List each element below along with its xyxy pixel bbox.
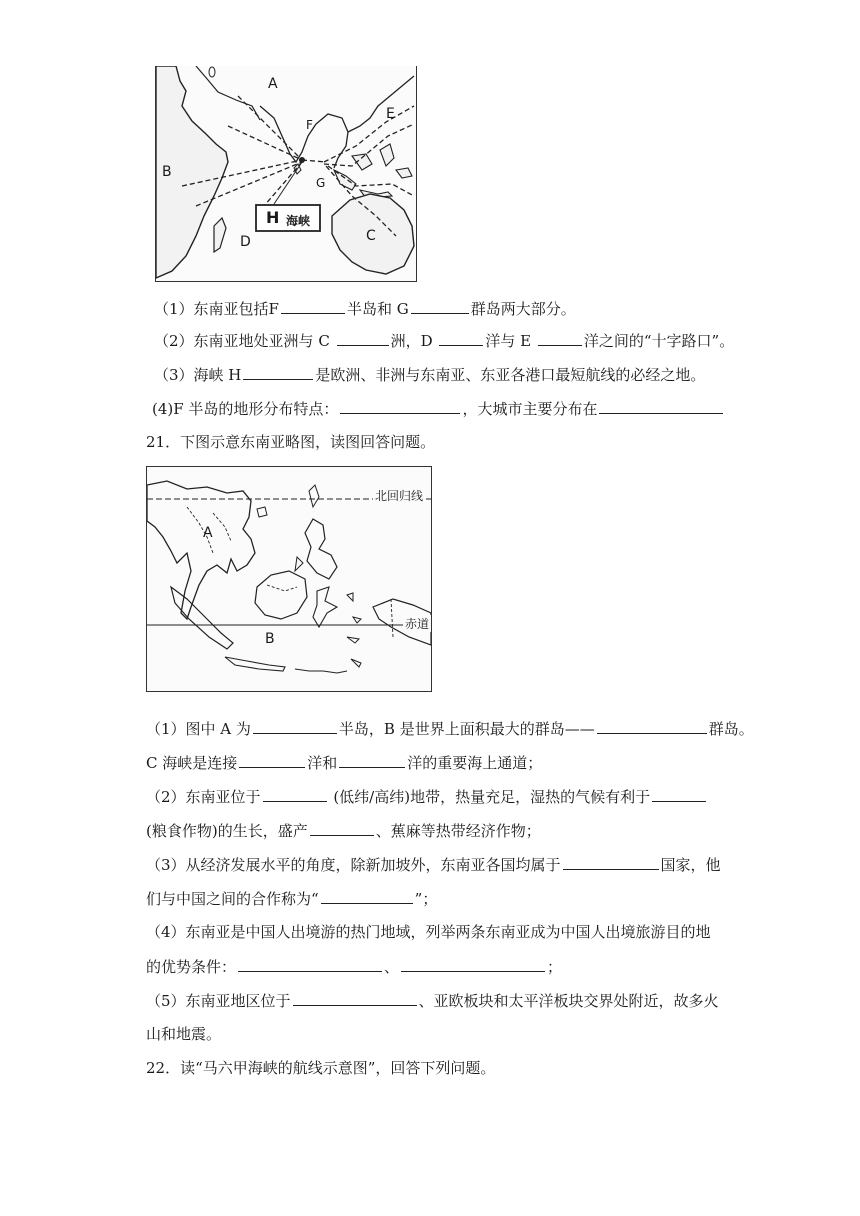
map1-label-h: H <box>266 208 280 227</box>
answer-blank[interactable] <box>293 990 417 1006</box>
q21-item-1a: （1）图中 A 为 半岛，B 是世界上面积最大的群岛—— 群岛。 <box>146 720 754 738</box>
map-shipping-routes <box>155 66 417 282</box>
map1-label-g: G <box>316 176 326 190</box>
q21-item-2a: （2）东南亚位于 (低纬/高纬)地带，热量充足，湿热的气候有利于 <box>146 786 708 807</box>
answer-blank[interactable] <box>439 330 483 346</box>
answer-blank[interactable] <box>239 752 305 768</box>
answer-blank[interactable] <box>253 718 337 734</box>
q21-item-3b: 们与中国之间的合作称为“ ”； <box>146 890 438 908</box>
q21-title: 21．下图示意东南亚略图，读图回答问题。 <box>146 433 436 451</box>
q20-item-4: (4)F 半岛的地形分布特点： ，大城市主要分布在 <box>152 398 725 419</box>
answer-blank[interactable] <box>563 854 659 870</box>
map2-label-b: B <box>265 631 275 647</box>
answer-blank[interactable] <box>263 786 327 802</box>
answer-blank[interactable] <box>281 298 345 314</box>
equator-label: 赤道 <box>405 617 430 631</box>
answer-blank[interactable] <box>401 956 545 972</box>
q21-item-1b: C 海峡是连接 洋和 洋的重要海上通道； <box>146 754 543 772</box>
q22-title: 22．读“马六甲海峡的航线示意图”，回答下列问题。 <box>146 1059 496 1077</box>
map1-label-a: A <box>268 76 278 92</box>
q20-item-3: （3）海峡 H 是欧洲、非洲与东南亚、东亚各港口最短航线的必经之地。 <box>154 366 706 384</box>
answer-blank[interactable] <box>339 752 405 768</box>
q20-item-2: （2）东南亚地处亚洲与 C 洲，D 洋与 E 洋之间的“十字路口”。 <box>154 332 735 350</box>
q21-item-4b: 的优势条件： 、 ； <box>146 958 563 976</box>
answer-blank[interactable] <box>337 330 389 346</box>
answer-blank[interactable] <box>340 398 460 414</box>
map1-label-d: D <box>240 234 251 250</box>
map1-label-f: F <box>306 118 313 132</box>
map2-label-a: A <box>203 525 213 541</box>
answer-blank[interactable] <box>238 956 382 972</box>
map1-strait-box-text: 海峡 <box>286 214 311 228</box>
answer-blank[interactable] <box>599 398 723 414</box>
q20-item-1: （1）东南亚包括F 半岛和 G 群岛两大部分。 <box>154 300 576 318</box>
answer-blank[interactable] <box>597 718 707 734</box>
answer-blank[interactable] <box>310 820 374 836</box>
map1-label-c: C <box>366 228 376 244</box>
answer-blank[interactable] <box>243 364 313 380</box>
map-southeast-asia <box>146 466 432 692</box>
q21-item-4a: （4）东南亚是中国人出境游的热门地域，列举两条东南亚成为中国人出境旅游目的地 <box>146 923 711 941</box>
map1-label-e: E <box>386 106 395 122</box>
q21-item-3a: （3）从经济发展水平的角度，除新加坡外，东南亚各国均属于 国家，他 <box>146 856 721 874</box>
tropic-of-cancer-label: 北回归线 <box>375 489 424 503</box>
q21-item-2b: (粮食作物)的生长，盛产 、蕉麻等热带经济作物； <box>146 822 541 840</box>
answer-blank[interactable] <box>652 786 706 802</box>
answer-blank[interactable] <box>411 298 469 314</box>
map-shipping-routes-svg <box>156 66 416 281</box>
answer-blank[interactable] <box>321 888 413 904</box>
q21-item-5b: 山和地震。 <box>146 1025 222 1043</box>
map1-label-b: B <box>162 164 172 180</box>
q21-item-5a: （5）东南亚地区位于 、亚欧板块和太平洋板块交界处附近，故多火 <box>146 992 719 1010</box>
answer-blank[interactable] <box>538 330 582 346</box>
